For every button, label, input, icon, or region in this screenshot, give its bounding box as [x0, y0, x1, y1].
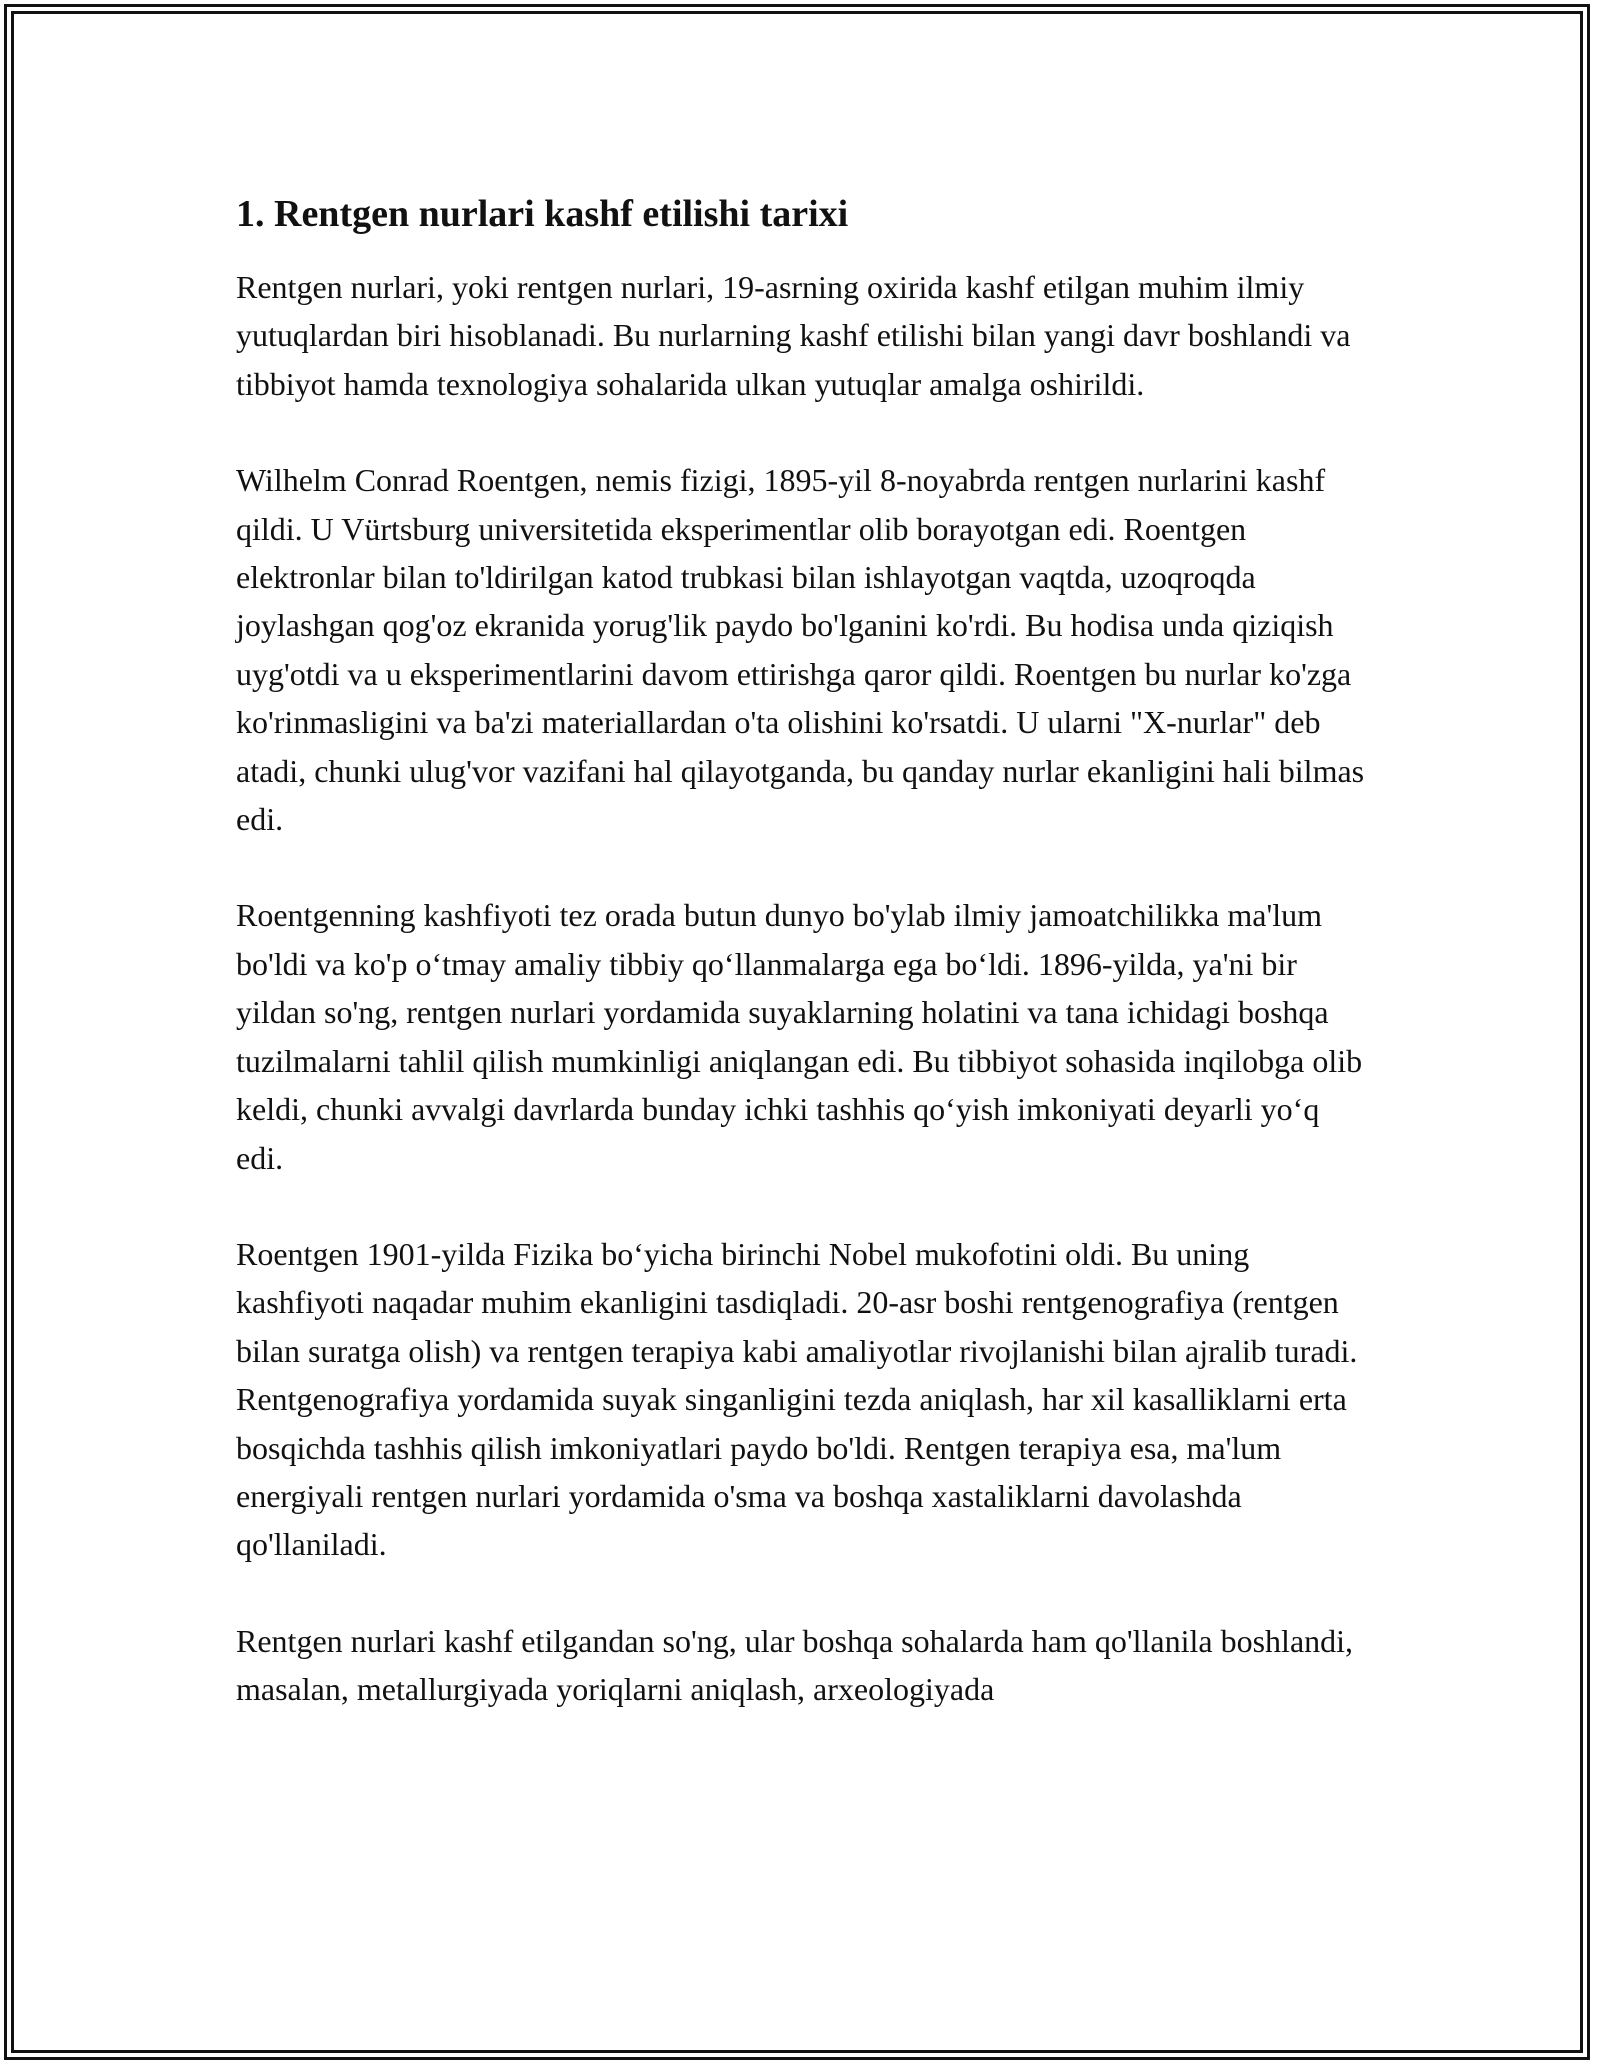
paragraph-other-fields: Rentgen nurlari kashf etilgandan so'ng, ular boshqa sohalarda ham qo'llanila boshlandi, masalan, metallurgiyada yoriqlarni aniqlash, arxeologiyada: [236, 1622, 1354, 1708]
paragraph-nobel-prize: Roentgen 1901-yilda Fizika bo‘yicha birinchi Nobel mukofotini oldi. Bu uning kashfiyoti naqadar muhim ekanligini tasdiqladi. 20-asr boshi rentgenografiya (rentgen bilan suratga olish) va rentgen terapiya kabi amaliyotlar rivojlanishi bilan ajralib turadi. Rentgenografiya yordamida suyak singanligini tezda aniqlash, har xil kasalliklarni erta bosqichda tashhis qilish imkoniyatlari paydo bo'ldi. Rentgen terapiya esa, ma'lum energiyali rentgen nurlari yordamida o'sma va boshqa xastaliklarni davolashda qo'llaniladi.: [236, 1235, 1358, 1563]
document-body: [236, 185, 1366, 1762]
section-heading: 1. Rentgen nurlari kashf etilishi tarixi: [236, 193, 849, 235]
paragraph-intro: Rentgen nurlari, yoki rentgen nurlari, 19-asrning oxirida kashf etilgan muhim ilmiy yutuqlardan biri hisoblanadi. Bu nurlarning kashf etilishi bilan yangi davr boshlandi va tibbiyot hamda texnologiya sohalarida ulkan yutuqlar amalga oshirildi.: [236, 269, 1351, 402]
paragraph-discovery: Wilhelm Conrad Roentgen, nemis fizigi, 1895-yil 8-noyabrda rentgen nurlarini kashf qildi. U Vürtsburg universitetida eksperimentlar olib borayotgan edi. Roentgen elektronlar bilan to'ldirilgan katod trubkasi bilan ishlayotgan vaqtda, uzoqroqda joylashgan qog'oz ekranida yorug'lik paydo bo'lganini ko'rdi. Bu hodisa unda qiziqish uyg'otdi va u eksperimentlarini davom ettirishga qaror qildi. Roentgen bu nurlar ko'zga ko'rinmasligini va ba'zi materiallardan o'ta olishini ko'rsatdi. U ularni "X-nurlar" deb atadi, chunki ulug'vor vazifani hal qilayotganda, bu qanday nurlar ekanligini hali bilmas edi.: [236, 462, 1365, 838]
paragraph-medical-use: Roentgenning kashfiyoti tez orada butun dunyo bo'ylab ilmiy jamoatchilikka ma'lum bo'ldi va ko'p o‘tmay amaliy tibbiy qo‘llanmalarga ega bo‘ldi. 1896-yilda, ya'ni bir yildan so'ng, rentgen nurlari yordamida suyaklarning holatini va tana ichidagi boshqa tuzilmalarni tahlil qilish mumkinligi aniqlangan edi. Bu tibbiyot sohasida inqilobga olib keldi, chunki avvalgi davrlarda bunday ichki tashhis qo‘yish imkoniyati deyarli yo‘q edi.: [236, 897, 1363, 1176]
